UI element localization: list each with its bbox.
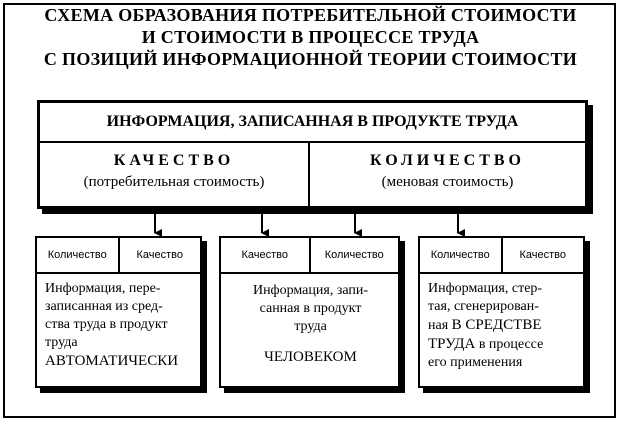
title-line-3: С ПОЗИЦИЙ ИНФОРМАЦИОННОЙ ТЕОРИИ СТОИМОСТИ [43,49,578,69]
box-1-line: труда [45,335,78,350]
title-line-1: СХЕМА ОБРАЗОВАНИЯ ПОТРЕБИТЕЛЬНОЙ СТОИМОСТИ [44,5,577,25]
quality-subtitle: (потребительная стоимость) [83,174,265,190]
box-3-line [428,335,577,354]
box-3-word: ная [428,318,449,333]
box-3-line: тая, сгенерирован- [428,299,539,314]
product-information-header: ИНФОРМАЦИЯ, ЗАПИСАННАЯ В ПРОДУКТЕ ТРУДА [40,103,585,143]
box-2-line: Информация, запи- [252,283,369,298]
title-line-2: И СТОИМОСТИ В ПРОЦЕССЕ ТРУДА [141,27,480,47]
box-1-emphasis: АВТОМАТИЧЕСКИ [45,353,179,369]
box-2-header [221,238,398,274]
human-recorded-box [219,236,400,388]
quantity-subtitle: (меновая стоимость) [381,174,514,190]
box-3-header [420,238,583,274]
automatic-transfer-box [35,236,202,388]
box-1-header-right: Качество [136,249,183,261]
box-2-text [221,274,398,366]
box-3-line [428,316,577,335]
quality-title: КАЧЕСТВО [113,152,235,169]
box-2-emphasis: ЧЕЛОВЕКОМ [264,349,357,365]
box-3-word: в процессе [478,337,544,352]
box-2-header-left: Качество [221,238,311,272]
box-3-text [420,274,583,372]
box-2-line: труда [294,319,327,334]
box-2-line: санная в продукт [259,301,362,316]
box-3-header-right: Качество [519,249,566,261]
box-3-header-left: Количество [420,238,503,272]
box-2-header-right: Количество [324,249,384,261]
box-3-line: Информация, стер- [428,281,543,296]
box-1-line: Информация, пере- [45,281,161,296]
box-1-header-left: Количество [37,238,120,272]
erased-generated-box [418,236,585,388]
box-3-emphasis: ТРУДА [428,336,476,352]
quantity-title: КОЛИЧЕСТВО [370,152,525,169]
box-3-emphasis: В СРЕДСТВЕ [451,317,542,333]
box-1-header [37,238,200,274]
box-3-line: его применения [428,355,523,370]
box-1-text [37,274,200,370]
box-1-line: записанная из сред- [45,299,163,314]
box-1-line: ства труда в продукт [45,317,168,332]
